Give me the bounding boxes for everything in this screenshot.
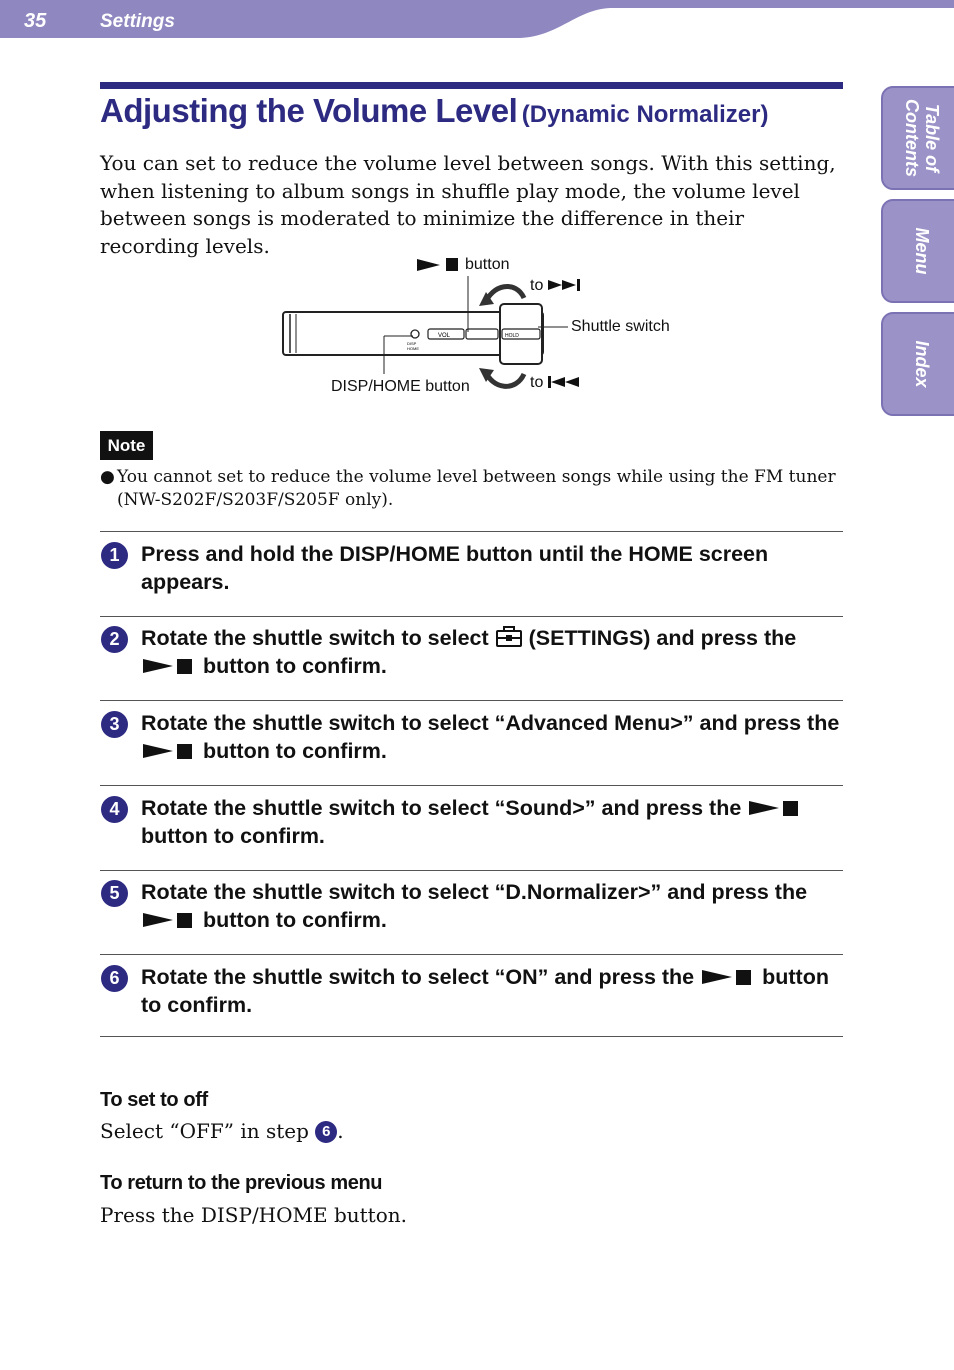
settings-icon	[495, 625, 523, 647]
shuttle-switch-label: Shuttle switch	[571, 318, 670, 335]
tab-table-of-contents[interactable]	[881, 86, 954, 190]
tab-menu[interactable]	[881, 199, 954, 303]
play-stop-button-label: button	[465, 256, 510, 273]
title-main: Adjusting the Volume Level	[100, 92, 518, 129]
set-off-heading: To set to off	[100, 1089, 208, 1111]
device-figure	[280, 252, 680, 404]
next-icon	[548, 280, 576, 290]
step-number: 4	[101, 796, 128, 823]
return-text: Press the DISP/HOME button.	[100, 1203, 407, 1227]
tab-index[interactable]	[881, 312, 954, 416]
play-stop-icon	[141, 742, 197, 760]
step-text: Rotate the shuttle switch to select (SETTINGS) and press the button to confirm.	[141, 626, 797, 678]
step-divider	[100, 700, 843, 701]
note-label: Note	[100, 431, 153, 460]
device-disp-label: DISP	[407, 341, 417, 346]
step-divider	[100, 785, 843, 786]
step-divider	[100, 954, 843, 955]
step-ref-badge: 6	[315, 1121, 337, 1143]
step-number: 2	[101, 626, 128, 653]
step-divider	[100, 616, 843, 617]
set-off-text: Select “OFF” in step 6 .	[100, 1119, 344, 1143]
tab-label: Index	[912, 340, 932, 388]
stop-icon	[446, 258, 458, 271]
step-text: Rotate the shuttle switch to select “ON” and press the button to confirm.	[141, 965, 829, 1017]
to-next-label: to	[530, 277, 544, 294]
title-sub: (Dynamic Normalizer)	[521, 101, 769, 128]
step-number: 6	[101, 965, 128, 992]
play-icon	[417, 259, 440, 271]
prev-icon	[548, 376, 551, 388]
page-number: 35	[24, 10, 47, 32]
play-stop-icon	[141, 657, 197, 675]
to-prev-label: to	[530, 374, 544, 391]
step-number: 5	[101, 880, 128, 907]
play-stop-icon	[141, 911, 197, 929]
step-text: Rotate the shuttle switch to select “D.Normalizer>” and press the button to confirm.	[141, 880, 808, 932]
device-hold-label: HOLD	[505, 333, 519, 339]
page-header	[0, 0, 954, 40]
tab-label: Menu	[912, 227, 932, 275]
note-text: You cannot set to reduce the volume level between songs while using the FM tuner (NW-S202F/S203F/S205F only).	[117, 467, 836, 510]
tab-label: Table of Contents	[902, 99, 942, 177]
intro-paragraph: You can set to reduce the volume level between songs. With this setting, when listening to album songs in shuffle play mode, the volume level between songs is moderated to minimize the difference in their recording levels.	[100, 151, 836, 258]
step-text: Rotate the shuttle switch to select “Advanced Menu>” and press the button to confirm.	[141, 711, 840, 763]
play-stop-icon	[747, 799, 803, 817]
device-home-label: HOME	[407, 346, 419, 351]
return-heading: To return to the previous menu	[100, 1172, 383, 1194]
step-divider	[100, 870, 843, 871]
disp-home-button-label: DISP/HOME button	[331, 378, 470, 395]
title-rule	[100, 82, 843, 89]
step-number: 3	[101, 711, 128, 738]
note-item	[100, 466, 845, 512]
step-number: 1	[101, 542, 128, 569]
step-text: Press and hold the DISP/HOME button until the HOME screen appears.	[141, 542, 769, 594]
play-stop-icon	[700, 968, 756, 986]
device-vol-label: VOL	[438, 333, 451, 339]
section-name: Settings	[100, 11, 175, 32]
page-title	[100, 92, 860, 130]
step-text: Rotate the shuttle switch to select “Sound>” and press the button to confirm.	[141, 794, 851, 850]
step-divider	[100, 531, 843, 532]
step-divider	[100, 1036, 843, 1037]
note-bullet: ●	[100, 467, 115, 487]
